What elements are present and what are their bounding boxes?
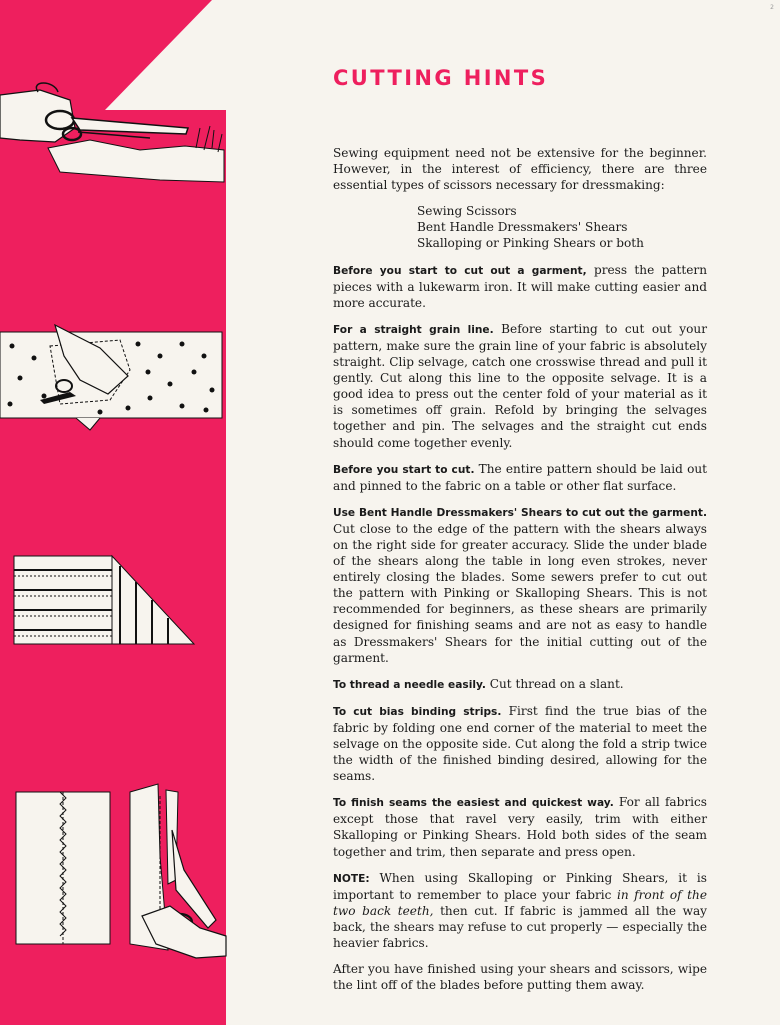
hint-lead: Use Bent Handle Dressmakers' Shears to cut out the garment. bbox=[333, 506, 707, 519]
page-corner-mark: 2 bbox=[770, 4, 774, 11]
list-item: Bent Handle Dressmakers' Shears bbox=[417, 220, 628, 235]
hint-paragraph bbox=[333, 703, 707, 784]
hint-paragraph bbox=[333, 461, 707, 494]
hint-paragraph bbox=[333, 262, 707, 311]
hint-paragraph bbox=[333, 676, 707, 693]
note-lead: NOTE: bbox=[333, 872, 370, 885]
scissors-list bbox=[417, 203, 707, 251]
hint-lead: To cut bias binding strips. bbox=[333, 705, 502, 718]
note-text: When using Skalloping or Pinking Shears, it is important to remember to place your fabric bbox=[333, 870, 707, 902]
hint-lead: Before you start to cut. bbox=[333, 463, 475, 476]
hint-text: The entire pattern should be laid out and pinned to the fabric on a table or other flat surface. bbox=[333, 461, 707, 493]
hint-text: For all fabrics except those that ravel very easily, trim with either Skalloping or Pinking Shears. Hold both sides of the seam together and trim, then separate and press open. bbox=[333, 795, 708, 859]
article-body bbox=[333, 145, 707, 1003]
list-item: Skalloping or Pinking Shears or both bbox=[417, 236, 644, 251]
illustration-panel bbox=[0, 0, 260, 1025]
hint-text: Before starting to cut out your pattern, make sure the grain line of your fabric is absolutely straight. Clip selvage, catch one crosswise thread and pull it gently. Cut along this line to the opposite selvage. It is a good idea to press out the center fold of your material as it is sometimes off grain. Refold by bringing the selvages together and pin. The selvages and the straight cut ends should come together evenly. bbox=[333, 321, 707, 450]
note-paragraph bbox=[333, 870, 707, 951]
fabric-grain-illustration bbox=[0, 325, 222, 430]
hint-paragraph bbox=[333, 321, 707, 451]
note-emphasis: in front of the two back teeth, bbox=[333, 887, 707, 918]
closing-paragraph: After you have finished using your shears and scissors, wipe the lint off of the blades before putting them away. bbox=[333, 962, 707, 993]
hint-text: Cut close to the edge of the pattern with the shears always on the right side for greater accuracy. Slide the under blade of the shears along the table in long even strokes, never entirely closing the blades. Some sewers prefer to cut out the pattern with Pinking or Skalloping Shears. This is not recommended for beginners, as these shears are primarily designed for finishing seams and are not as easy to handle as Dressmakers' Shears for the initial cutting out of the garment. bbox=[333, 521, 707, 665]
hint-text: Cut thread on a slant. bbox=[485, 676, 624, 691]
hint-text: First find the true bias of the fabric by folding one end corner of the material to meet the selvage on the opposite side. Cut along the fold a strip twice the width of the finished binding desired, allowing for the seams. bbox=[333, 703, 707, 784]
hint-text: press the pattern pieces with a lukewarm iron. It will make cutting easier and more accurate. bbox=[333, 262, 707, 310]
hint-paragraph bbox=[333, 794, 707, 859]
intro-paragraph: Sewing equipment need not be extensive for the beginner. However, in the interest of efficiency, there are three essential types of scissors necessary for dressmaking: bbox=[333, 146, 707, 193]
hint-lead: To finish seams the easiest and quickest way. bbox=[333, 797, 614, 810]
list-item: Sewing Scissors bbox=[417, 204, 517, 219]
note-text: then cut. If fabric is jammed all the way back, the shears may refuse to cut properly — especially the heavier fabrics. bbox=[333, 903, 707, 951]
hint-paragraph bbox=[333, 504, 707, 666]
hint-lead: For a straight grain line. bbox=[333, 323, 494, 336]
hint-lead: To thread a needle easily. bbox=[333, 678, 486, 691]
hint-lead: Before you start to cut out a garment, bbox=[333, 264, 587, 277]
page-title: CUTTING HINTS bbox=[333, 66, 549, 90]
